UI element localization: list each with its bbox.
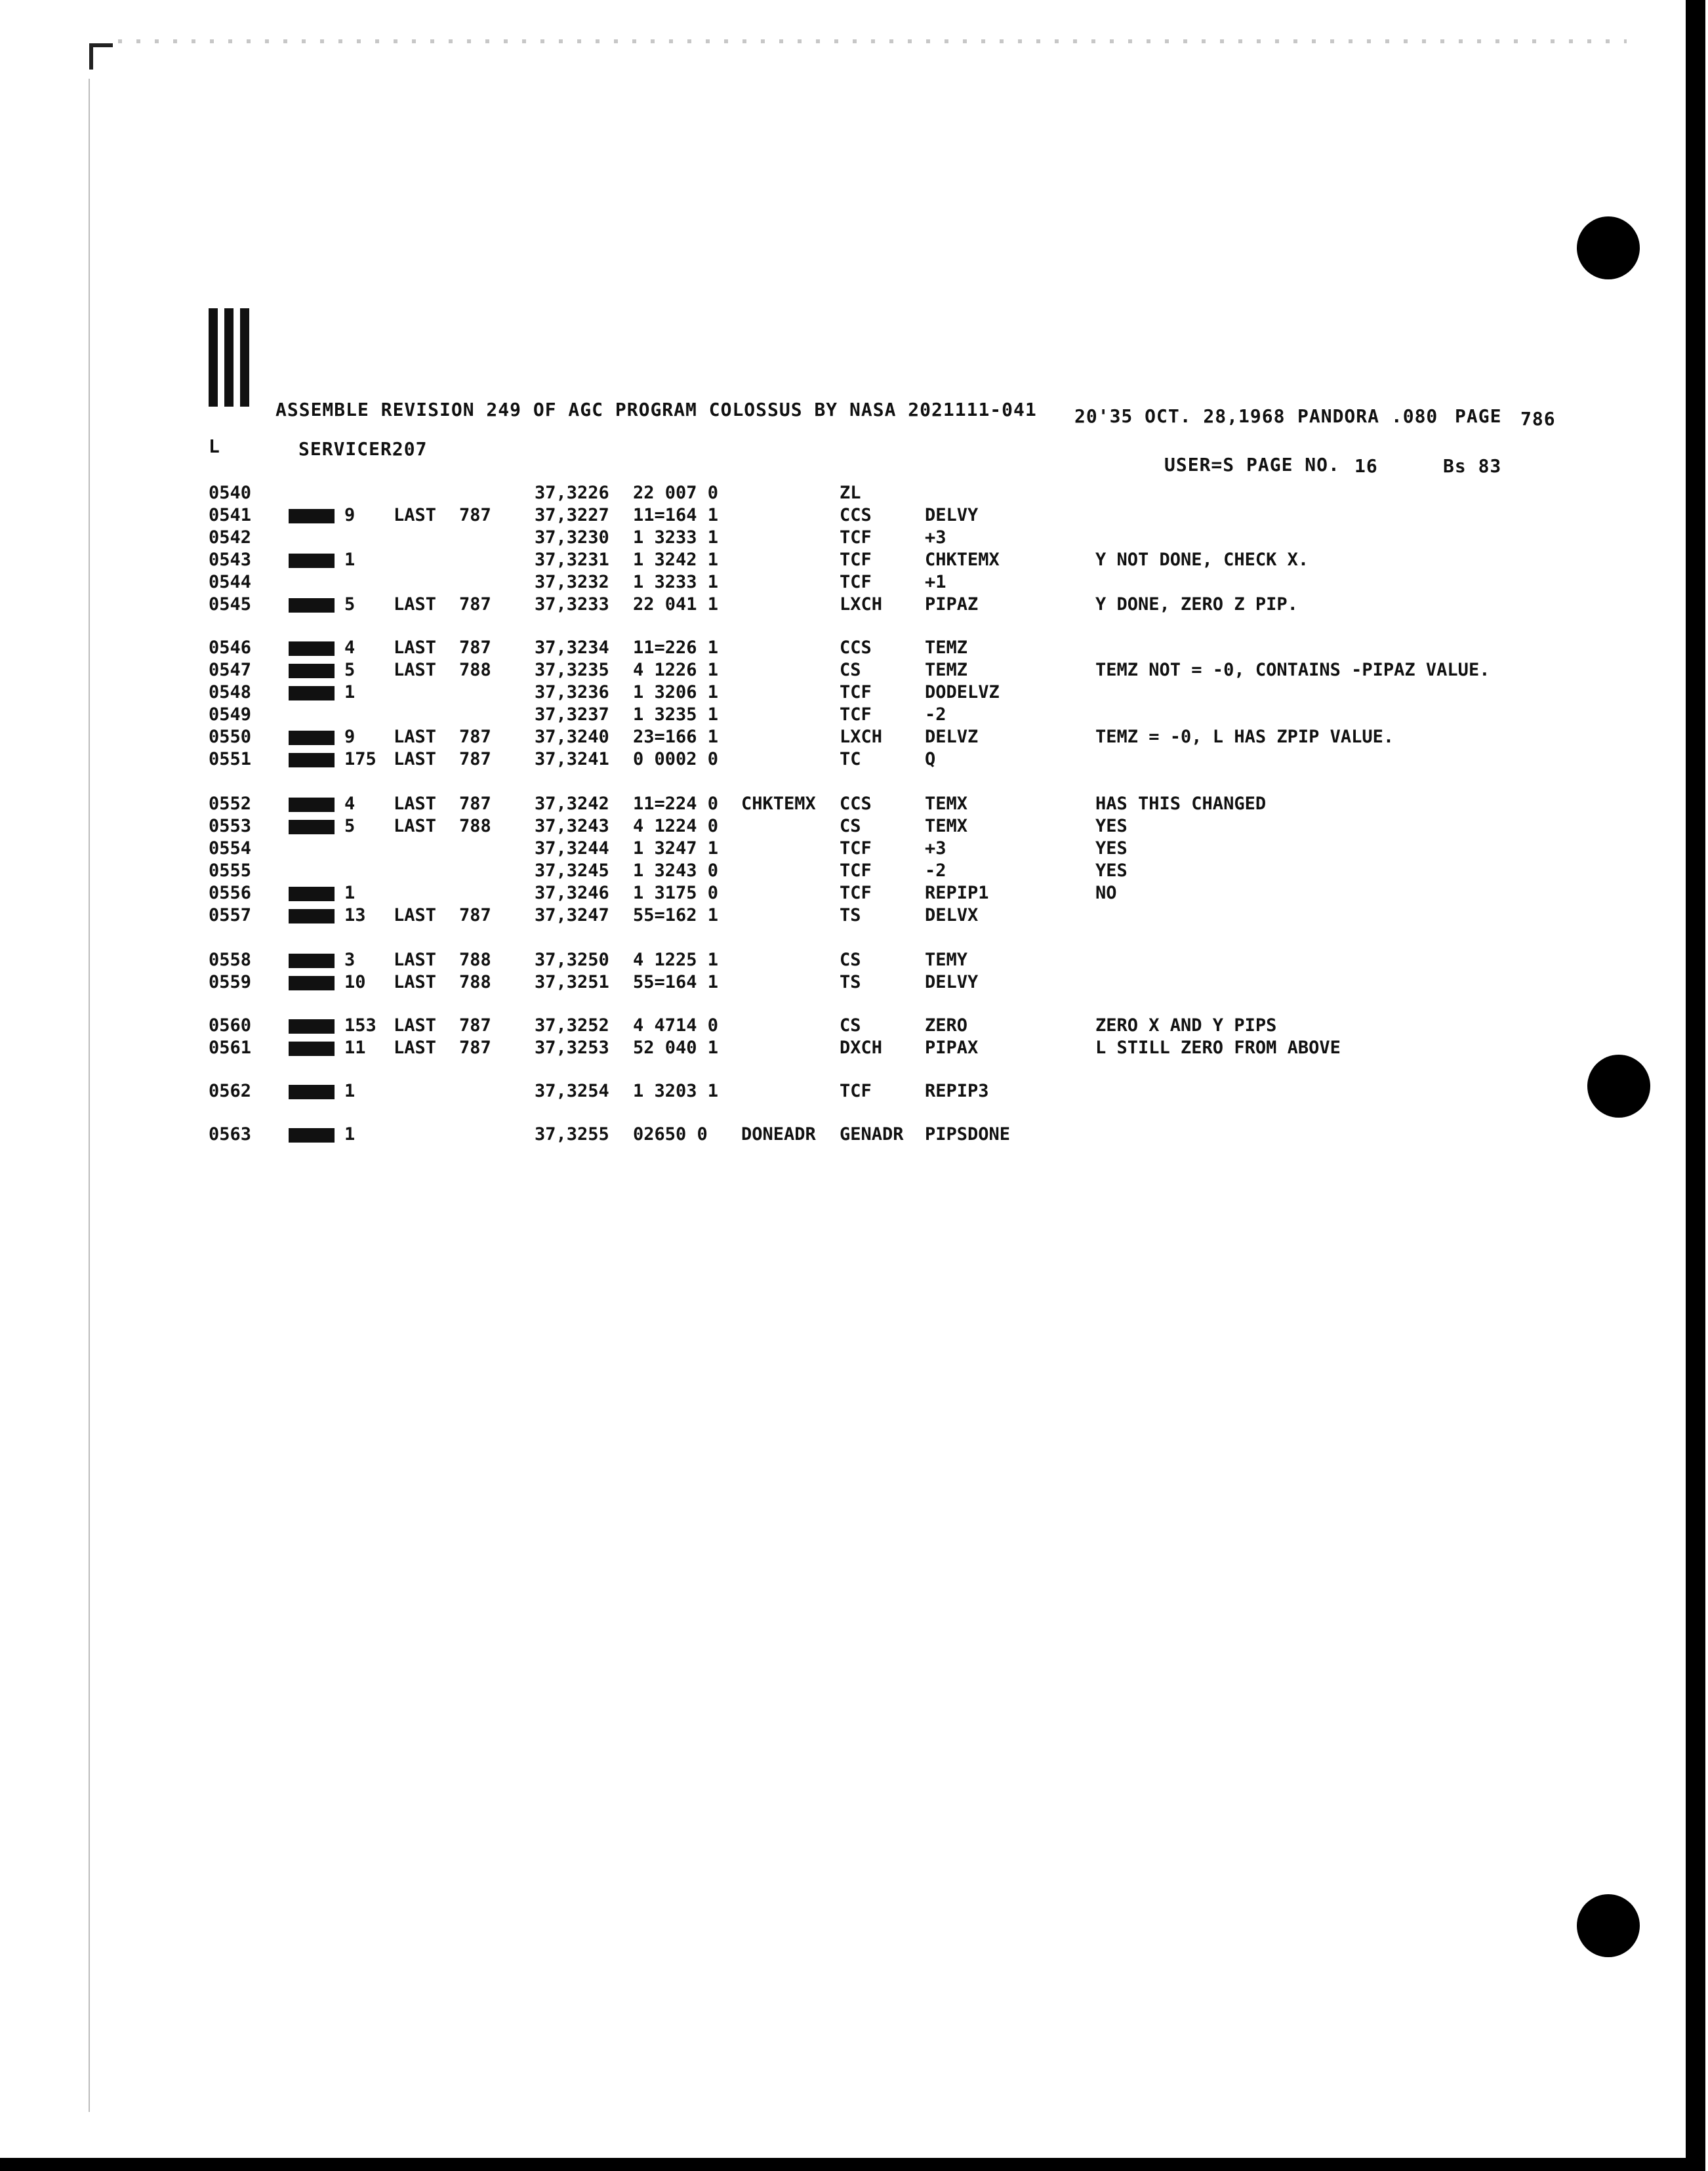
last-label: LAST <box>394 1015 437 1036</box>
log-section: SERVICER207 <box>298 438 428 460</box>
operand: PIPAZ <box>925 594 979 615</box>
line-number: 0544 <box>209 572 252 592</box>
operand: REPIP1 <box>925 883 989 903</box>
opcode: TCF <box>840 883 872 903</box>
last-page: 787 <box>459 749 491 769</box>
ref-count: 153 <box>344 1015 376 1036</box>
last-page: 787 <box>459 638 491 658</box>
line-number: 0553 <box>209 816 252 836</box>
last-label: LAST <box>394 816 437 836</box>
corner-mark-vertical <box>89 43 93 70</box>
opcode: TCF <box>840 1081 872 1101</box>
listing-row <box>0 816 1640 838</box>
octal-code: 11=226 1 <box>633 638 719 658</box>
last-page: 787 <box>459 905 491 925</box>
address: 37,3251 <box>535 972 609 992</box>
ref-redaction-mark <box>289 598 335 613</box>
address: 37,3233 <box>535 594 609 615</box>
octal-code: 1 3235 1 <box>633 704 719 725</box>
page-separator-bars <box>209 308 254 407</box>
operand: PIPAX <box>925 1038 979 1058</box>
last-page: 787 <box>459 1015 491 1036</box>
last-label: LAST <box>394 1038 437 1058</box>
line-number: 0557 <box>209 905 252 925</box>
ref-redaction-mark <box>289 753 335 767</box>
last-label: LAST <box>394 749 437 769</box>
address: 37,3255 <box>535 1124 609 1145</box>
address: 37,3245 <box>535 861 609 881</box>
ref-count: 5 <box>344 594 356 615</box>
users-page-number: 16 <box>1354 455 1378 477</box>
ref-redaction-mark <box>289 798 335 812</box>
octal-code: 52 040 1 <box>633 1038 719 1058</box>
listing-row <box>0 638 1640 660</box>
line-number: 0545 <box>209 594 252 615</box>
ref-count: 175 <box>344 749 376 769</box>
ref-count: 1 <box>344 1081 356 1101</box>
ref-count: 9 <box>344 505 356 525</box>
listing-row <box>0 550 1640 572</box>
ref-count: 4 <box>344 638 356 658</box>
sheet-reference: Bs 83 <box>1443 455 1502 477</box>
listing-row <box>0 905 1640 927</box>
address: 37,3247 <box>535 905 609 925</box>
opcode: CS <box>840 950 861 970</box>
line-number: 0550 <box>209 727 252 747</box>
octal-code: 22 041 1 <box>633 594 719 615</box>
last-label: LAST <box>394 972 437 992</box>
ref-redaction-mark <box>289 1085 335 1099</box>
operand: DELVY <box>925 505 979 525</box>
address: 37,3253 <box>535 1038 609 1058</box>
comment: TEMZ NOT = -0, CONTAINS -PIPAZ VALUE. <box>1095 660 1490 680</box>
listing-row <box>0 1015 1640 1038</box>
octal-code: 1 3247 1 <box>633 838 719 859</box>
address: 37,3252 <box>535 1015 609 1036</box>
listing-row <box>0 1038 1640 1060</box>
opcode: TC <box>840 749 861 769</box>
octal-code: 1 3233 1 <box>633 527 719 548</box>
opcode: TCF <box>840 572 872 592</box>
comment: YES <box>1095 838 1128 859</box>
listing-row <box>0 483 1640 505</box>
line-number: 0560 <box>209 1015 252 1036</box>
users-page-label: USER=S PAGE NO. <box>1164 454 1340 476</box>
address: 37,3240 <box>535 727 609 747</box>
operand: ZERO <box>925 1015 968 1036</box>
ref-redaction-mark <box>289 731 335 745</box>
last-page: 787 <box>459 794 491 814</box>
line-number: 0551 <box>209 749 252 769</box>
listing-row <box>0 1124 1640 1146</box>
line-number: 0563 <box>209 1124 252 1145</box>
line-number: 0540 <box>209 483 252 503</box>
address: 37,3235 <box>535 660 609 680</box>
ref-redaction-mark <box>289 554 335 568</box>
octal-code: 1 3242 1 <box>633 550 719 570</box>
line-number: 0556 <box>209 883 252 903</box>
ref-count: 3 <box>344 950 356 970</box>
operand: REPIP3 <box>925 1081 989 1101</box>
binder-hole-top <box>1577 216 1640 279</box>
address: 37,3237 <box>535 704 609 725</box>
operand: TEMZ <box>925 638 968 658</box>
assembly-title: ASSEMBLE REVISION 249 OF AGC PROGRAM COLOSSUS BY NASA 2021111-041 <box>275 399 1037 420</box>
address: 37,3254 <box>535 1081 609 1101</box>
line-number: 0558 <box>209 950 252 970</box>
ref-redaction-mark <box>289 1128 335 1143</box>
last-page: 788 <box>459 972 491 992</box>
comment: NO <box>1095 883 1117 903</box>
opcode: LXCH <box>840 727 883 747</box>
address: 37,3243 <box>535 816 609 836</box>
octal-code: 55=162 1 <box>633 905 719 925</box>
line-number: 0542 <box>209 527 252 548</box>
listing-row <box>0 883 1640 905</box>
octal-code: 1 3175 0 <box>633 883 719 903</box>
listing-row <box>0 972 1640 994</box>
last-label: LAST <box>394 594 437 615</box>
opcode: DXCH <box>840 1038 883 1058</box>
octal-code: 1 3203 1 <box>633 1081 719 1101</box>
listing-row <box>0 505 1640 527</box>
symbol-label: CHKTEMX <box>741 794 816 814</box>
operand: DELVX <box>925 905 979 925</box>
address: 37,3226 <box>535 483 609 503</box>
listing-row <box>0 1081 1640 1103</box>
listing-row <box>0 527 1640 550</box>
address: 37,3231 <box>535 550 609 570</box>
listing-row <box>0 572 1640 594</box>
listing-row <box>0 838 1640 861</box>
line-number: 0541 <box>209 505 252 525</box>
operand: TEMX <box>925 794 968 814</box>
ref-redaction-mark <box>289 976 335 990</box>
line-number: 0548 <box>209 682 252 702</box>
ref-count: 1 <box>344 550 356 570</box>
line-number: 0552 <box>209 794 252 814</box>
line-number: 0546 <box>209 638 252 658</box>
operand: TEMY <box>925 950 968 970</box>
last-label: LAST <box>394 905 437 925</box>
address: 37,3234 <box>535 638 609 658</box>
line-number: 0547 <box>209 660 252 680</box>
opcode: GENADR <box>840 1124 904 1145</box>
last-page: 788 <box>459 816 491 836</box>
ref-redaction-mark <box>289 664 335 678</box>
operand: -2 <box>925 861 946 881</box>
octal-code: 4 1226 1 <box>633 660 719 680</box>
ref-redaction-mark <box>289 820 335 834</box>
comment: Y NOT DONE, CHECK X. <box>1095 550 1309 570</box>
last-page: 788 <box>459 950 491 970</box>
ref-redaction-mark <box>289 954 335 968</box>
ref-count: 4 <box>344 794 356 814</box>
operand: DELVY <box>925 972 979 992</box>
opcode: CS <box>840 816 861 836</box>
ref-count: 9 <box>344 727 356 747</box>
operand: Q <box>925 749 936 769</box>
last-page: 787 <box>459 727 491 747</box>
opcode: CCS <box>840 505 872 525</box>
operand: DELVZ <box>925 727 979 747</box>
operand: TEMZ <box>925 660 968 680</box>
line-number: 0549 <box>209 704 252 725</box>
listing-row <box>0 861 1640 883</box>
operand: PIPSDONE <box>925 1124 1011 1145</box>
ref-redaction-mark <box>289 1019 335 1034</box>
comment: ZERO X AND Y PIPS <box>1095 1015 1277 1036</box>
symbol-label: DONEADR <box>741 1124 816 1145</box>
address: 37,3250 <box>535 950 609 970</box>
octal-code: 02650 0 <box>633 1124 708 1145</box>
listing-row <box>0 682 1640 704</box>
listing-row <box>0 660 1640 682</box>
ref-redaction-mark <box>289 686 335 700</box>
octal-code: 1 3233 1 <box>633 572 719 592</box>
last-label: LAST <box>394 638 437 658</box>
address: 37,3230 <box>535 527 609 548</box>
opcode: TCF <box>840 527 872 548</box>
last-label: LAST <box>394 950 437 970</box>
octal-code: 1 3206 1 <box>633 682 719 702</box>
page-number: 786 <box>1520 408 1556 430</box>
comment: TEMZ = -0, L HAS ZPIP VALUE. <box>1095 727 1394 747</box>
comment: YES <box>1095 816 1128 836</box>
ref-redaction-mark <box>289 887 335 901</box>
ref-count: 10 <box>344 972 366 992</box>
octal-code: 4 4714 0 <box>633 1015 719 1036</box>
binder-hole-bottom <box>1577 1894 1640 1957</box>
page-label: PAGE <box>1455 405 1502 427</box>
opcode: TS <box>840 972 861 992</box>
address: 37,3246 <box>535 883 609 903</box>
opcode: CS <box>840 1015 861 1036</box>
listing-row <box>0 704 1640 727</box>
comment: HAS THIS CHANGED <box>1095 794 1267 814</box>
opcode: TS <box>840 905 861 925</box>
listing-row <box>0 749 1640 771</box>
opcode: CS <box>840 660 861 680</box>
listing-row <box>0 950 1640 972</box>
octal-code: 0 0002 0 <box>633 749 719 769</box>
address: 37,3227 <box>535 505 609 525</box>
datetime: 20'35 OCT. 28,1968 <box>1074 405 1286 427</box>
opcode: TCF <box>840 704 872 725</box>
ref-redaction-mark <box>289 909 335 923</box>
comment: YES <box>1095 861 1128 881</box>
opcode: CCS <box>840 638 872 658</box>
address: 37,3236 <box>535 682 609 702</box>
operand: CHKTEMX <box>925 550 1000 570</box>
opcode: TCF <box>840 682 872 702</box>
octal-code: 11=164 1 <box>633 505 719 525</box>
operand: +3 <box>925 527 946 548</box>
comment: Y DONE, ZERO Z PIP. <box>1095 594 1298 615</box>
octal-code: 55=164 1 <box>633 972 719 992</box>
ref-count: 1 <box>344 682 356 702</box>
opcode: CCS <box>840 794 872 814</box>
opcode: TCF <box>840 550 872 570</box>
octal-code: 22 007 0 <box>633 483 719 503</box>
operand: -2 <box>925 704 946 725</box>
comment: L STILL ZERO FROM ABOVE <box>1095 1038 1341 1058</box>
ref-redaction-mark <box>289 641 335 656</box>
line-number: 0562 <box>209 1081 252 1101</box>
ref-redaction-mark <box>289 1042 335 1056</box>
octal-code: 4 1225 1 <box>633 950 719 970</box>
line-number: 0559 <box>209 972 252 992</box>
ref-count: 5 <box>344 660 356 680</box>
last-page: 787 <box>459 594 491 615</box>
listing-row <box>0 727 1640 749</box>
operand: +1 <box>925 572 946 592</box>
listing-row <box>0 594 1640 617</box>
octal-code: 11=224 0 <box>633 794 719 814</box>
listing-row <box>0 794 1640 816</box>
line-number: 0543 <box>209 550 252 570</box>
line-number: 0561 <box>209 1038 252 1058</box>
ref-count: 1 <box>344 1124 356 1145</box>
ref-count: 5 <box>344 816 356 836</box>
last-page: 788 <box>459 660 491 680</box>
address: 37,3232 <box>535 572 609 592</box>
last-label: LAST <box>394 660 437 680</box>
bleed-through-noise <box>118 39 1627 43</box>
opcode: TCF <box>840 838 872 859</box>
ref-count: 1 <box>344 883 356 903</box>
system-name: PANDORA .080 <box>1297 405 1438 427</box>
operand: DODELVZ <box>925 682 1000 702</box>
address: 37,3242 <box>535 794 609 814</box>
opcode: LXCH <box>840 594 883 615</box>
octal-code: 4 1224 0 <box>633 816 719 836</box>
ref-redaction-mark <box>289 509 335 523</box>
ref-count: 11 <box>344 1038 366 1058</box>
last-page: 787 <box>459 505 491 525</box>
last-label: LAST <box>394 794 437 814</box>
line-number: 0555 <box>209 861 252 881</box>
last-label: LAST <box>394 505 437 525</box>
page-marker: L <box>209 436 220 457</box>
line-number: 0554 <box>209 838 252 859</box>
last-page: 787 <box>459 1038 491 1058</box>
opcode: TCF <box>840 861 872 881</box>
last-label: LAST <box>394 727 437 747</box>
octal-code: 1 3243 0 <box>633 861 719 881</box>
operand: +3 <box>925 838 946 859</box>
opcode: ZL <box>840 483 861 503</box>
ref-count: 13 <box>344 905 366 925</box>
octal-code: 23=166 1 <box>633 727 719 747</box>
address: 37,3244 <box>535 838 609 859</box>
operand: TEMX <box>925 816 968 836</box>
address: 37,3241 <box>535 749 609 769</box>
